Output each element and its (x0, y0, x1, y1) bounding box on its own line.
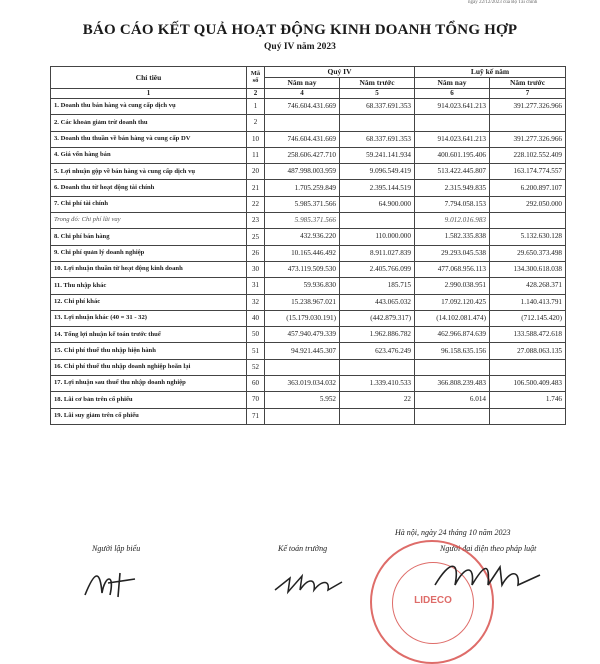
row-label: 4. Giá vốn hàng bán (51, 147, 247, 163)
value-y-now: 2.990.038.951 (415, 278, 490, 294)
value-q-now (265, 408, 340, 424)
table-row (51, 376, 566, 392)
row-code: 50 (247, 327, 265, 343)
row-code: 52 (247, 359, 265, 375)
table-row (51, 392, 566, 408)
row-label: 6. Doanh thu từ hoạt động tài chính (51, 180, 247, 196)
report-subtitle: Quý IV năm 2023 (264, 42, 336, 52)
value-q-prev: (442.879.317) (340, 310, 415, 326)
value-y-prev (490, 115, 566, 131)
table-row (51, 180, 566, 196)
accountant-label: Kế toán trưởng (278, 544, 328, 553)
value-q-now: 746.604.431.669 (265, 131, 340, 147)
value-y-now (415, 115, 490, 131)
row-label: 18. Lãi cơ bản trên cổ phiếu (51, 392, 247, 408)
value-y-prev: 391.277.326.966 (490, 99, 566, 115)
value-q-now: 432.936.220 (265, 229, 340, 245)
row-label: 2. Các khoản giảm trừ doanh thu (51, 115, 247, 131)
header-quarter: Quý IV (265, 67, 415, 78)
header-y-now: Năm nay (415, 78, 490, 89)
value-y-prev: 27.088.063.135 (490, 343, 566, 359)
table-row (51, 343, 566, 359)
value-q-now: 457.940.479.339 (265, 327, 340, 343)
value-q-now: 15.238.967.021 (265, 294, 340, 310)
column-number-row (51, 89, 566, 99)
value-q-prev: 22 (340, 392, 415, 408)
value-y-prev: 134.300.618.038 (490, 261, 566, 277)
header-row-1 (51, 67, 566, 78)
col-number: 5 (340, 89, 415, 99)
header-ytd: Luỹ kế năm (415, 67, 566, 78)
value-q-now: 5.985.371.566 (265, 213, 340, 229)
row-code: 20 (247, 164, 265, 180)
top-note: ngày 22/12/2023 của Bộ Tài chính (468, 0, 538, 5)
row-code: 10 (247, 131, 265, 147)
row-label: 11. Thu nhập khác (51, 278, 247, 294)
row-label: 15. Chi phí thuế thu nhập hiện hành (51, 343, 247, 359)
table-row (51, 327, 566, 343)
value-y-now: 462.966.874.639 (415, 327, 490, 343)
value-y-prev: 133.588.472.618 (490, 327, 566, 343)
value-y-prev: 391.277.326.966 (490, 131, 566, 147)
row-code: 40 (247, 310, 265, 326)
value-q-prev: 443.065.032 (340, 294, 415, 310)
value-q-now: 59.936.830 (265, 278, 340, 294)
table-row (51, 196, 566, 212)
row-label: 13. Lợi nhuận khác (40 = 31 - 32) (51, 310, 247, 326)
value-q-prev: 623.476.249 (340, 343, 415, 359)
row-label: 1. Doanh thu bán hàng và cung cấp dịch vụ (51, 99, 247, 115)
header-q-now: Năm nay (265, 78, 340, 89)
value-y-prev: 106.500.409.483 (490, 376, 566, 392)
accountant-signature (270, 568, 350, 598)
value-q-prev: 185.715 (340, 278, 415, 294)
row-code: 23 (247, 213, 265, 229)
value-y-now: 513.422.445.807 (415, 164, 490, 180)
value-q-prev: 8.911.027.839 (340, 245, 415, 261)
value-y-prev: 1.140.413.791 (490, 294, 566, 310)
value-q-now: 5.985.371.566 (265, 196, 340, 212)
value-q-now: 746.604.431.669 (265, 99, 340, 115)
value-y-prev: 292.050.000 (490, 196, 566, 212)
table-row (51, 310, 566, 326)
table-row (51, 261, 566, 277)
table-row (51, 147, 566, 163)
value-y-now: 6.014 (415, 392, 490, 408)
value-y-prev: (712.145.420) (490, 310, 566, 326)
value-y-now: 1.582.335.838 (415, 229, 490, 245)
value-q-prev: 2.405.766.099 (340, 261, 415, 277)
row-label: 3. Doanh thu thuần về bán hàng và cung cấp DV (51, 131, 247, 147)
row-label: 19. Lãi suy giảm trên cổ phiếu (51, 408, 247, 424)
value-y-now: 9.012.016.983 (415, 213, 490, 229)
value-q-now: 5.952 (265, 392, 340, 408)
row-code: 11 (247, 147, 265, 163)
header-y-prev: Năm trước (490, 78, 566, 89)
row-label: 8. Chi phí bán hàng (51, 229, 247, 245)
value-q-prev: 1.339.410.533 (340, 376, 415, 392)
value-y-prev: 1.746 (490, 392, 566, 408)
value-y-prev: 6.200.897.107 (490, 180, 566, 196)
value-q-now (265, 115, 340, 131)
row-label: 12. Chi phí khác (51, 294, 247, 310)
value-q-prev (340, 359, 415, 375)
value-q-now: 258.606.427.710 (265, 147, 340, 163)
row-code: 1 (247, 99, 265, 115)
value-y-now: 2.315.949.835 (415, 180, 490, 196)
value-y-prev: 428.268.371 (490, 278, 566, 294)
row-label: 14. Tổng lợi nhuận kế toán trước thuế (51, 327, 247, 343)
report-title: BÁO CÁO KẾT QUẢ HOẠT ĐỘNG KINH DOANH TỔNG HỢP (82, 22, 518, 38)
row-label: Trong đó: Chi phí lãi vay (51, 213, 247, 229)
value-y-prev: 5.132.630.128 (490, 229, 566, 245)
row-label: 10. Lợi nhuận thuần từ hoạt động kinh doanh (51, 261, 247, 277)
value-y-now: 477.068.956.113 (415, 261, 490, 277)
representative-signature (430, 555, 560, 595)
row-code: 32 (247, 294, 265, 310)
value-q-prev: 110.000.000 (340, 229, 415, 245)
row-label: 9. Chi phí quản lý doanh nghiệp (51, 245, 247, 261)
value-q-now: (15.179.030.191) (265, 310, 340, 326)
value-q-prev (340, 408, 415, 424)
value-y-now: 96.158.635.156 (415, 343, 490, 359)
value-y-now: 17.092.120.425 (415, 294, 490, 310)
row-code: 71 (247, 408, 265, 424)
table-row (51, 213, 566, 229)
value-y-prev: 228.102.552.409 (490, 147, 566, 163)
value-y-prev: 29.650.373.498 (490, 245, 566, 261)
value-q-prev: 9.096.549.419 (340, 164, 415, 180)
value-q-now (265, 359, 340, 375)
value-y-now: 366.808.239.483 (415, 376, 490, 392)
value-q-prev: 64.900.000 (340, 196, 415, 212)
value-q-prev (340, 213, 415, 229)
row-label: 17. Lợi nhuận sau thuế thu nhập doanh nghiệp (51, 376, 247, 392)
preparer-label: Người lập biểu (92, 544, 141, 553)
value-q-now: 473.119.509.530 (265, 261, 340, 277)
row-label: 7. Chi phí tài chính (51, 196, 247, 212)
row-code: 70 (247, 392, 265, 408)
row-code: 30 (247, 261, 265, 277)
stamp-logo-text: LIDECO (414, 595, 452, 606)
table-row (51, 229, 566, 245)
value-q-prev: 2.395.144.519 (340, 180, 415, 196)
value-y-now: (14.102.081.474) (415, 310, 490, 326)
sign-date: Hà nội, ngày 24 tháng 10 năm 2023 (395, 528, 511, 537)
col-number: 6 (415, 89, 490, 99)
table-row (51, 245, 566, 261)
value-q-now: 363.019.034.032 (265, 376, 340, 392)
col-number: 2 (247, 89, 265, 99)
table-row (51, 278, 566, 294)
value-q-prev: 1.962.886.782 (340, 327, 415, 343)
value-y-prev (490, 359, 566, 375)
representative-label: Người đại diện theo pháp luật (440, 544, 537, 553)
value-y-prev: 163.174.774.557 (490, 164, 566, 180)
value-y-now (415, 408, 490, 424)
row-code: 51 (247, 343, 265, 359)
value-q-prev: 59.241.141.934 (340, 147, 415, 163)
row-label: 5. Lợi nhuận gộp về bán hàng và cung cấp dịch vụ (51, 164, 247, 180)
value-q-prev (340, 115, 415, 131)
col-number: 1 (51, 89, 247, 99)
value-y-now: 7.794.058.153 (415, 196, 490, 212)
table-row (51, 359, 566, 375)
value-y-now: 29.293.045.538 (415, 245, 490, 261)
row-code: 60 (247, 376, 265, 392)
value-y-now: 400.601.195.406 (415, 147, 490, 163)
col-number: 7 (490, 89, 566, 99)
table-row (51, 408, 566, 424)
value-q-now: 10.165.446.492 (265, 245, 340, 261)
row-code: 31 (247, 278, 265, 294)
row-code: 25 (247, 229, 265, 245)
row-code: 2 (247, 115, 265, 131)
preparer-signature (80, 565, 150, 600)
value-q-prev: 68.337.691.353 (340, 99, 415, 115)
value-y-prev (490, 408, 566, 424)
row-label: 16. Chi phí thuế thu nhập doanh nghiệp hoãn lại (51, 359, 247, 375)
value-y-now: 914.023.641.213 (415, 99, 490, 115)
value-q-now: 94.921.445.307 (265, 343, 340, 359)
col-number: 4 (265, 89, 340, 99)
table-row (51, 131, 566, 147)
header-chi-tieu: Chỉ tiêu (51, 67, 247, 89)
header-q-prev: Năm trước (340, 78, 415, 89)
row-code: 21 (247, 180, 265, 196)
value-y-now (415, 359, 490, 375)
income-statement-table (50, 66, 566, 425)
table-row (51, 294, 566, 310)
row-code: 22 (247, 196, 265, 212)
header-ma-so: Mã số (247, 67, 265, 89)
value-y-prev (490, 213, 566, 229)
table-row (51, 115, 566, 131)
value-q-now: 1.705.259.849 (265, 180, 340, 196)
value-q-now: 487.998.003.959 (265, 164, 340, 180)
row-code: 26 (247, 245, 265, 261)
value-q-prev: 68.337.691.353 (340, 131, 415, 147)
value-y-now: 914.023.641.213 (415, 131, 490, 147)
table-row (51, 164, 566, 180)
table-row (51, 99, 566, 115)
